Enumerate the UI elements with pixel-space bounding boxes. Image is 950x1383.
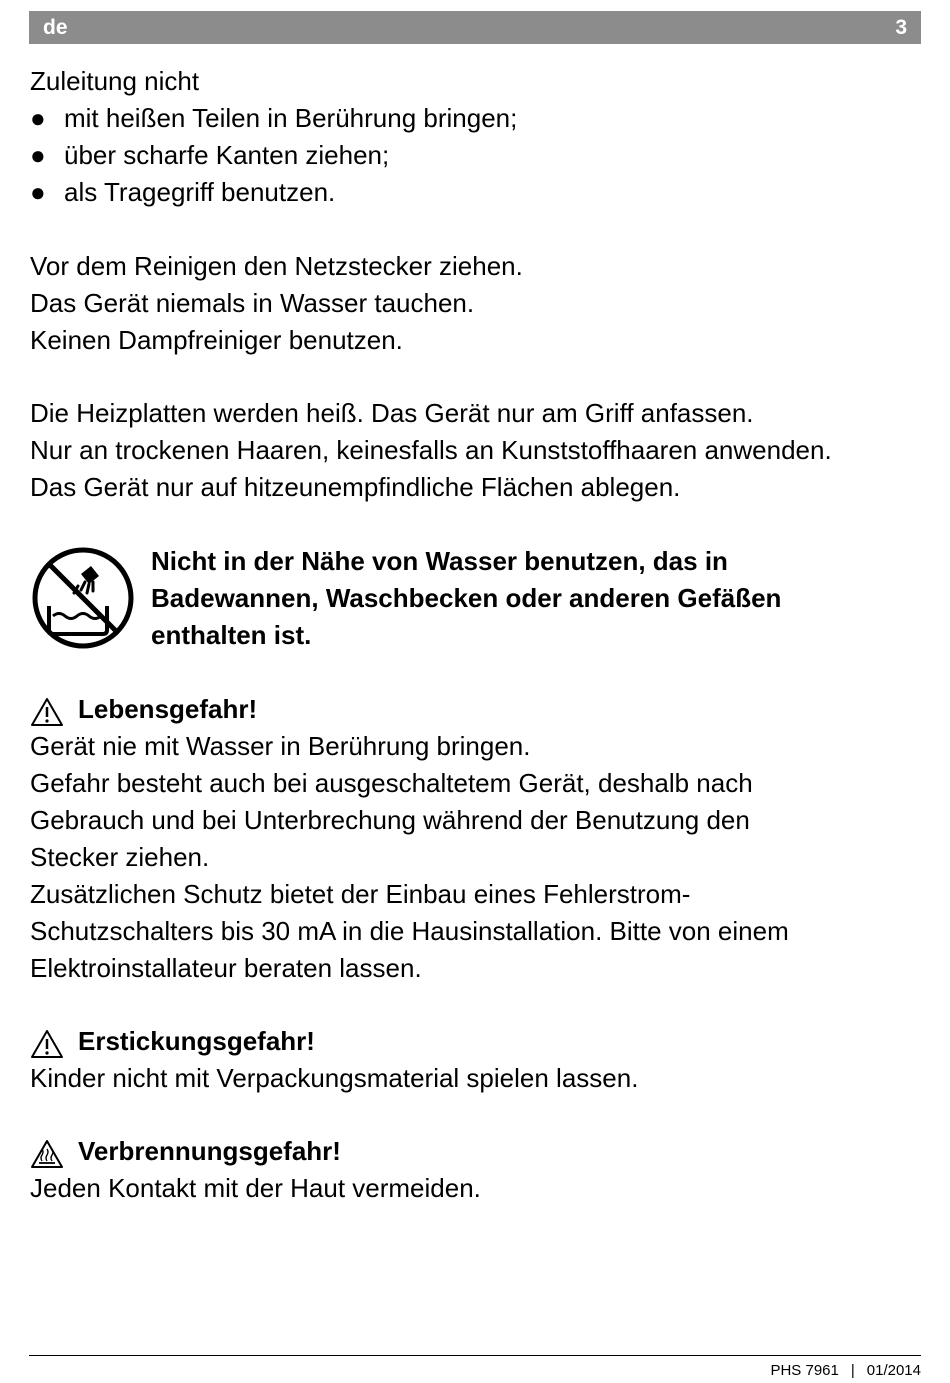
danger-life-line: Zusätzlichen Schutz bietet der Einbau eines Fehlerstrom- <box>30 879 691 909</box>
danger-life-line: Gefahr besteht auch bei ausgeschaltetem Gerät, deshalb nach <box>30 768 753 798</box>
danger-life-line: Schutzschalters bis 30 mA in die Hausinstallation. Bitte von einem <box>30 916 789 946</box>
bullet: ● <box>30 103 46 133</box>
danger-burn-line: Jeden Kontakt mit der Haut vermeiden. <box>30 1173 481 1203</box>
water-notice-line: Nicht in der Nähe von Wasser benutzen, das in <box>151 546 728 576</box>
no-water-bath-icon <box>31 546 135 650</box>
footer-separator: | <box>850 1362 855 1379</box>
danger-life-title: Lebensgefahr! <box>78 694 258 724</box>
warning-triangle-icon <box>30 697 64 727</box>
danger-life-line: Stecker ziehen. <box>30 842 210 872</box>
danger-life-line: Gerät nie mit Wasser in Berührung bringen. <box>30 731 531 761</box>
danger-life-line: Gebrauch und bei Unterbrechung während der Benutzung den <box>30 805 750 835</box>
language-code: de <box>43 16 68 39</box>
edition-date: 01/2014 <box>866 1362 921 1379</box>
list-item: ● mit heißen Teilen in Berührung bringen; <box>30 103 518 133</box>
hot-surface-warning-icon <box>30 1139 64 1169</box>
water-notice-line: Badewannen, Waschbecken oder anderen Gefäßen <box>151 583 782 613</box>
bullet: ● <box>30 177 46 207</box>
page-number: 3 <box>895 16 907 39</box>
page-header <box>29 11 921 44</box>
list-item: ● als Tragegriff benutzen. <box>30 177 336 207</box>
cleaning-line: Das Gerät niemals in Wasser tauchen. <box>30 288 475 318</box>
danger-life-line: Elektroinstallateur beraten lassen. <box>30 953 422 983</box>
danger-suffocation-line: Kinder nicht mit Verpackungsmaterial spielen lassen. <box>30 1063 639 1093</box>
footer-divider <box>29 1355 921 1356</box>
list-item: ● über scharfe Kanten ziehen; <box>30 140 390 170</box>
heat-line: Das Gerät nur auf hitzeunempfindliche Flächen ablegen. <box>30 472 681 502</box>
heat-line: Nur an trockenen Haaren, keinesfalls an Kunststoffhaaren anwenden. <box>30 435 832 465</box>
water-notice-line: enthalten ist. <box>151 620 312 650</box>
danger-suffocation-title: Erstickungsgefahr! <box>78 1026 315 1056</box>
page-footer <box>770 1362 921 1379</box>
danger-burn-title: Verbrennungsgefahr! <box>78 1136 341 1166</box>
heat-line: Die Heizplatten werden heiß. Das Gerät nur am Griff anfassen. <box>30 398 754 428</box>
model-number: PHS 7961 <box>770 1362 839 1379</box>
bullet: ● <box>30 140 46 170</box>
cable-intro: Zuleitung nicht <box>30 66 200 96</box>
warning-triangle-icon <box>30 1029 64 1059</box>
cleaning-line: Vor dem Reinigen den Netzstecker ziehen. <box>30 251 523 281</box>
cleaning-line: Keinen Dampfreiniger benutzen. <box>30 325 403 355</box>
